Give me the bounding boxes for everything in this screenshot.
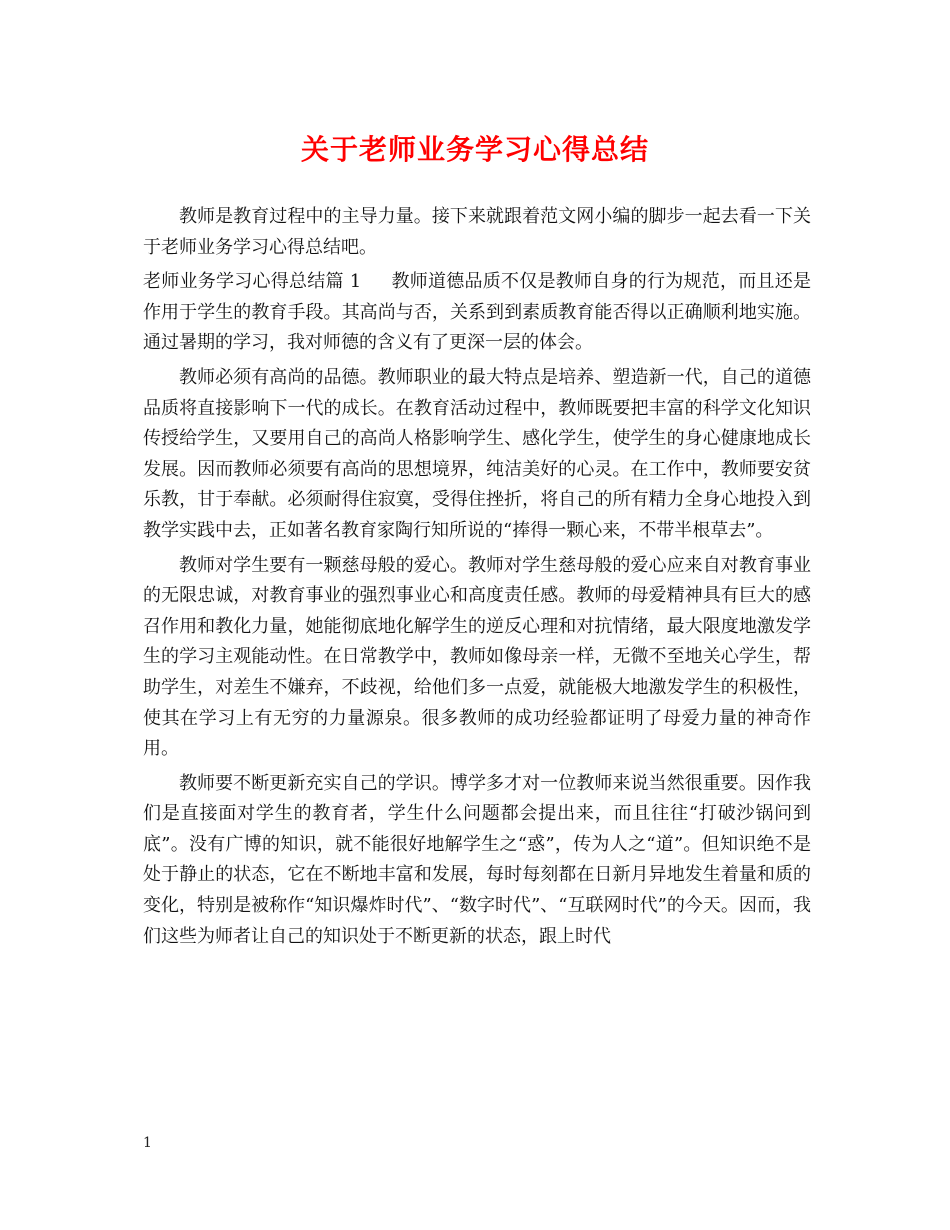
document-title: 关于老师业务学习心得总结 xyxy=(300,133,649,166)
section-text: 教师道德品质不仅是教师自身的行为规范，而且还是作用于学生的教育手段。其高尚与否，关系到到素质教育能否得以正确顺利地实施。通过暑期的学习，我对师德的含义有了更深一层的体会。 xyxy=(143,271,811,354)
document-body xyxy=(143,202,811,952)
page-number: 1 xyxy=(143,1135,152,1151)
body-paragraph-3: 教师要不断更新充实自己的学识。博学多才对一位教师来说当然很重要。因作我们是直接面对学生的教育者，学生什么问题都会提出来，而且往往“打破沙锅问到底”。没有广博的知识，就不能很好地解学生之“惑”，传为人之“道”。但知识绝不是处于静止的状态，它在不断地丰富和发展，每时每刻都在日新月异地发生着量和质的变化，特别是被称作“知识爆炸时代”、“数字时代”、“互联网时代”的今天。因而，我们这些为师者让自己的知识处于不断更新的状态，跟上时代 xyxy=(143,772,811,947)
body-paragraph-1: 教师必须有高尚的品德。教师职业的最大特点是培养、塑造新一代，自己的道德品质将直接影响下一代的成长。在教育活动过程中，教师既要把丰富的科学文化知识传授给学生，又要用自己的高尚人格影响学生、感化学生，使学生的身心健康地成长发展。因而教师必须要有高尚的思想境界，纯洁美好的心灵。在工作中，教师要安贫乐教，甘于奉献。必须耐得住寂寞，受得住挫折，将自己的所有精力全身心地投入到教学实践中去，正如著名教育家陶行知所说的“捧得一颗心来，不带半根草去”。 xyxy=(143,366,811,541)
section-paragraph xyxy=(143,267,811,359)
intro-paragraph: 教师是教育过程中的主导力量。接下来就跟着范文网小编的脚步一起去看一下关于老师业务学习心得总结吧。 xyxy=(143,206,811,258)
section-label: 老师业务学习心得总结篇 1 xyxy=(143,271,362,293)
body-paragraph-2: 教师对学生要有一颗慈母般的爱心。教师对学生慈母般的爱心应来自对教育事业的无限忠诚，对教育事业的强烈事业心和高度责任感。教师的母爱精神具有巨大的感召作用和教化力量，她能彻底地化解学生的逆反心理和对抗情绪，最大限度地激发学生的学习主观能动性。在日常教学中，教师如像母亲一样，无微不至地关心学生，帮助学生，对差生不嫌弃，不歧视，给他们多一点爱，就能极大地激发学生的积极性，使其在学习上有无穷的力量源泉。很多教师的成功经验都证明了母爱力量的神奇作用。 xyxy=(143,554,811,760)
